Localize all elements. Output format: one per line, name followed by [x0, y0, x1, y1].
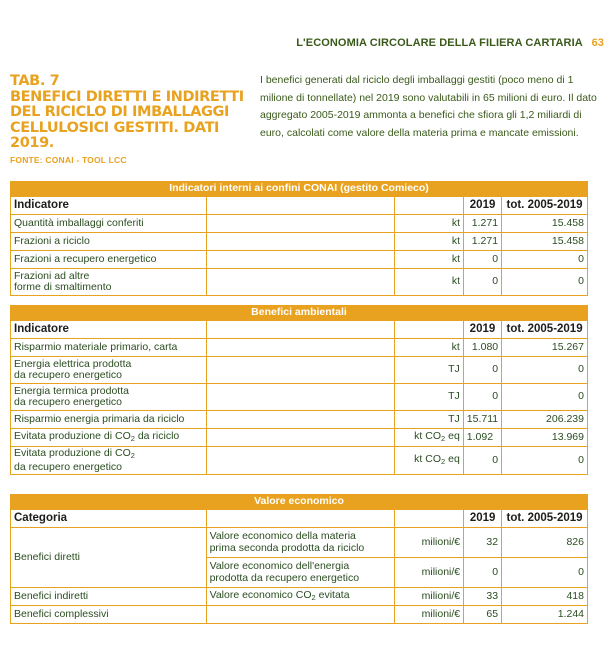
- table-economic-value: [10, 494, 588, 624]
- section-band: Indicatori interni ai confini CONAI (gestito Comieco): [11, 182, 588, 197]
- page-header: [296, 37, 604, 49]
- table-row: Evitata produzione di $CO_2$ da riciclo kt $CO_2$ eq 1.092 13.969: [11, 429, 588, 447]
- table-row: Benefici diretti Valore economico della materia prima seconda prodotta da riciclo milioni/€ 32 826: [11, 528, 588, 558]
- page-number: 63: [591, 37, 604, 49]
- table-row: Energia elettrica prodotta da recupero energetico TJ 0 0: [11, 357, 588, 384]
- table-row: Energia termica prodotta da recupero energetico TJ 0 0: [11, 384, 588, 411]
- table-row: Risparmio energia primaria da riciclo TJ 15.711 206.239: [11, 411, 588, 429]
- column-header-2019: 2019: [464, 197, 502, 215]
- column-header-total: tot. 2005-2019: [502, 321, 588, 339]
- column-header-total: tot. 2005-2019: [502, 197, 588, 215]
- table-row: Frazioni a recupero energetico kt 0 0: [11, 251, 588, 269]
- table-row: Frazioni ad altre forme di smaltimento kt 0 0: [11, 269, 588, 296]
- column-header-indicator: Indicatore: [11, 321, 207, 339]
- table-row: Risparmio materiale primario, carta kt 1.080 15.267: [11, 339, 588, 357]
- column-header-category: Categoria: [11, 510, 207, 528]
- column-header-2019: 2019: [464, 510, 502, 528]
- group-label: Benefici diretti: [11, 528, 207, 588]
- section-title: L'ECONOMIA CIRCOLARE DELLA FILIERA CARTARIA: [296, 37, 583, 49]
- column-header-total: tot. 2005-2019: [502, 510, 588, 528]
- table-row: Valore economico dell'energia prodotta da recupero energetico milioni/€ 0 0: [11, 558, 588, 588]
- column-header-2019: 2019: [463, 321, 501, 339]
- table-row: Quantità imballaggi conferiti kt 1.271 15.458: [11, 215, 588, 233]
- table-conai-indicators: [10, 181, 588, 296]
- section-band: Valore economico: [11, 495, 588, 510]
- table-source: FONTE: CONAI - TOOL LCC: [10, 154, 127, 165]
- column-header-indicator: Indicatore: [11, 197, 207, 215]
- section-band: Benefici ambientali: [11, 306, 588, 321]
- table-row: Evitata produzione di $CO_2$ da recupero energetico kt $CO_2$ eq 0 0: [11, 447, 588, 475]
- table-title: TAB. 7 BENEFICI DIRETTI E INDIRETTI DEL RICICLO DI IMBALLAGGI CELLULOSICI GESTITI. DATI 2019.: [10, 73, 244, 151]
- table-row: Benefici complessivi milioni/€ 65 1.244: [11, 606, 588, 624]
- table-row: Benefici indiretti Valore economico $CO_2$ evitata milioni/€ 33 418: [11, 588, 588, 606]
- table-caption: [10, 74, 250, 165]
- intro-paragraph: I benefici generati dal riciclo degli imballaggi gestiti (poco meno di 1 milione di tonnellate) nel 2019 sono valutabili in 65 milioni di euro. Il dato aggregato 2005-2019 ammonta a benefici che sfiora gli 1,2 miliardi di euro, calcolati come valore della materia prima e mancate emissioni.: [260, 74, 597, 139]
- table-environmental-benefits: [10, 305, 588, 475]
- table-row: Frazioni a riciclo kt 1.271 15.458: [11, 233, 588, 251]
